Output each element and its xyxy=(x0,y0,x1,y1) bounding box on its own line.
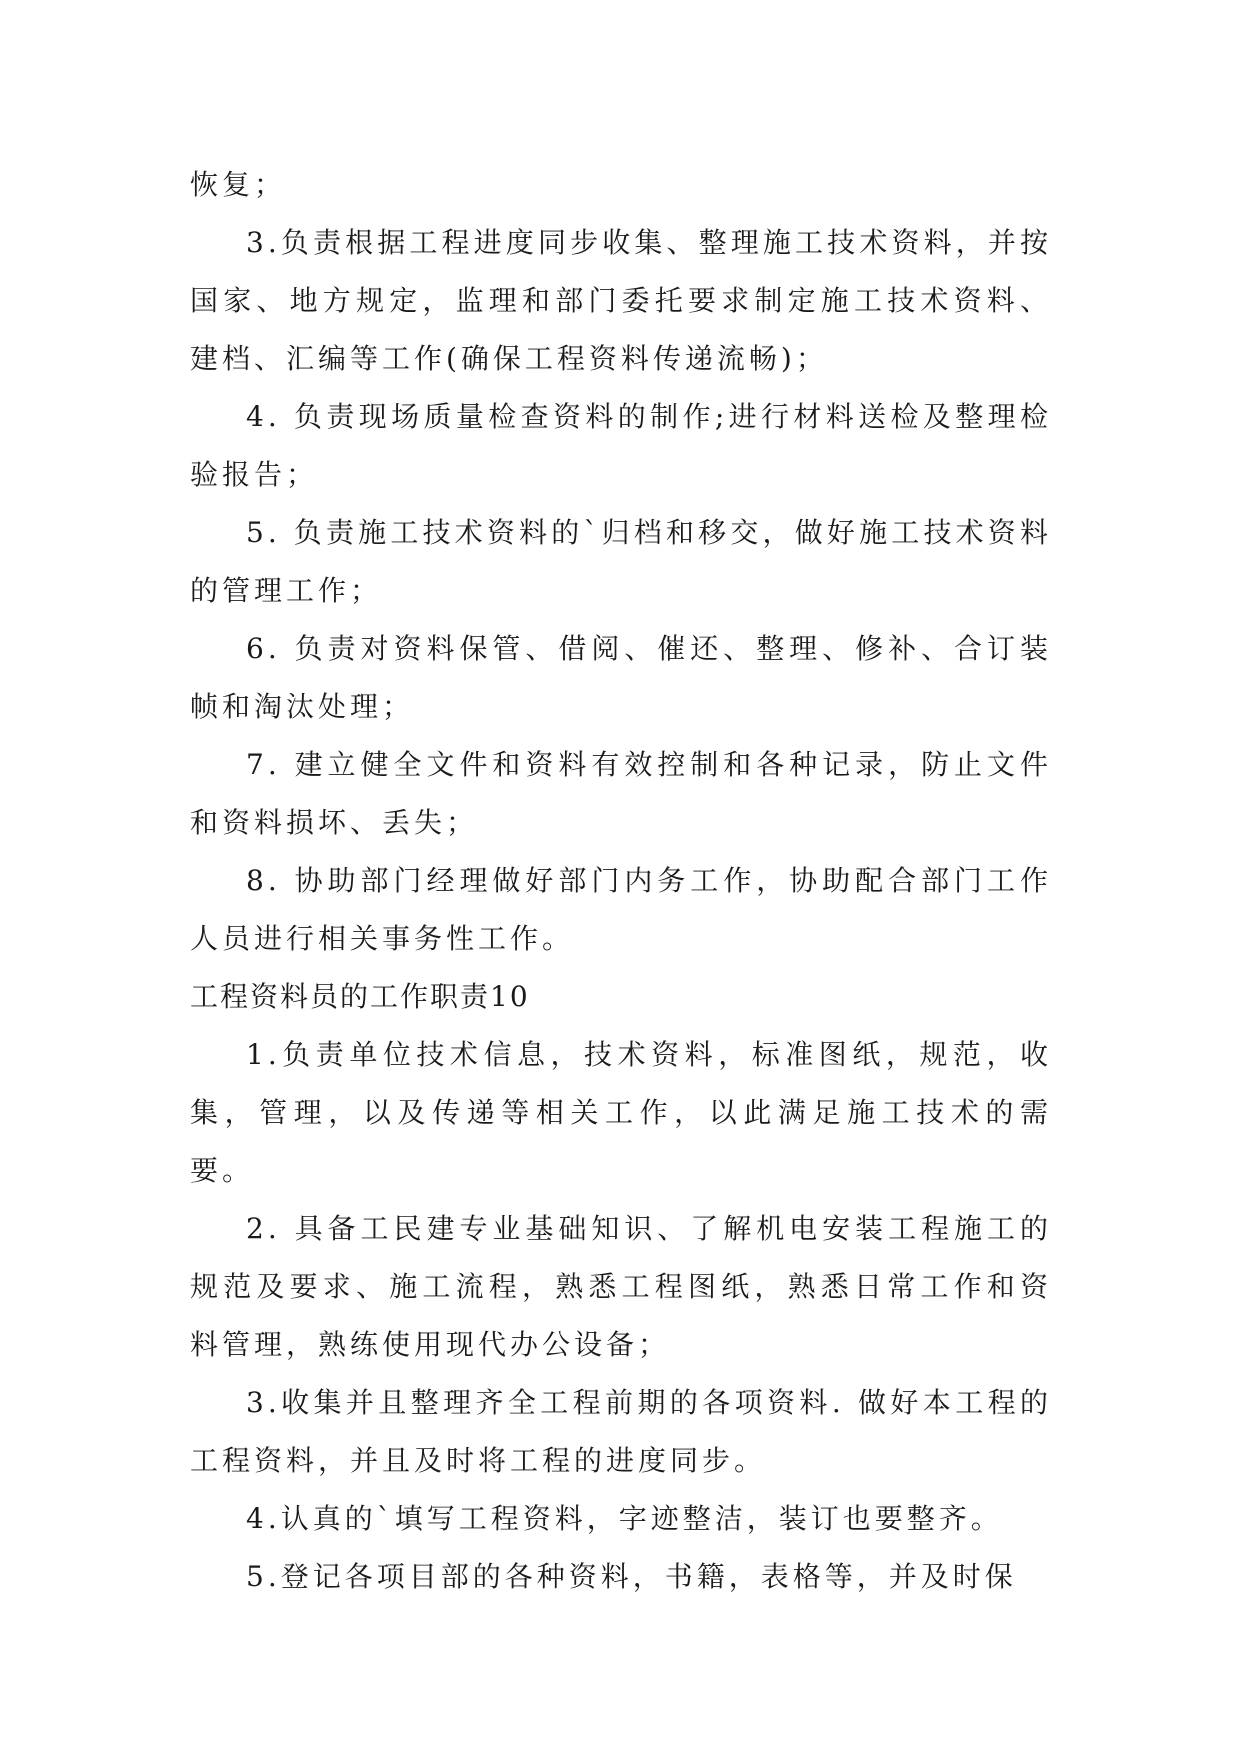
list-item: 2. 具备工民建专业基础知识、了解机电安装工程施工的规范及要求、施工流程，熟悉工程图纸，熟悉日常工作和资料管理，熟练使用现代办公设备； xyxy=(190,1212,1052,1361)
list-item: 3.收集并且整理齐全工程前期的各项资料. 做好本工程的工程资料，并且及时将工程的进度同步。 xyxy=(190,1386,1052,1477)
list-item: 5. 负责施工技术资料的`归档和移交，做好施工技术资料的管理工作； xyxy=(190,516,1052,607)
continuation-text: 恢复； xyxy=(190,168,287,201)
list-item: 1.负责单位技术信息，技术资料，标准图纸，规范，收集，管理，以及传递等相关工作，以此满足施工技术的需要。 xyxy=(190,1038,1052,1187)
list-item: 4. 负责现场质量检查资料的制作;进行材料送检及整理检验报告； xyxy=(190,400,1052,491)
list-item: 7. 建立健全文件和资料有效控制和各种记录，防止文件和资料损坏、丢失； xyxy=(190,748,1052,839)
list-item: 8. 协助部门经理做好部门内务工作，协助配合部门工作人员进行相关事务性工作。 xyxy=(190,864,1052,955)
document-body xyxy=(190,156,1052,1606)
list-item: 3.负责根据工程进度同步收集、整理施工技术资料，并按国家、地方规定，监理和部门委托要求制定施工技术资料、建档、汇编等工作(确保工程资料传递流畅)； xyxy=(190,226,1052,375)
section-heading: 工程资料员的工作职责10 xyxy=(190,980,530,1013)
list-item: 6. 负责对资料保管、借阅、催还、整理、修补、合订装帧和淘汰处理； xyxy=(190,632,1052,723)
list-item: 5.登记各项目部的各种资料，书籍，表格等，并及时保 xyxy=(246,1560,1017,1593)
list-item: 4.认真的`填写工程资料，字迹整洁，装订也要整齐。 xyxy=(246,1502,1003,1535)
